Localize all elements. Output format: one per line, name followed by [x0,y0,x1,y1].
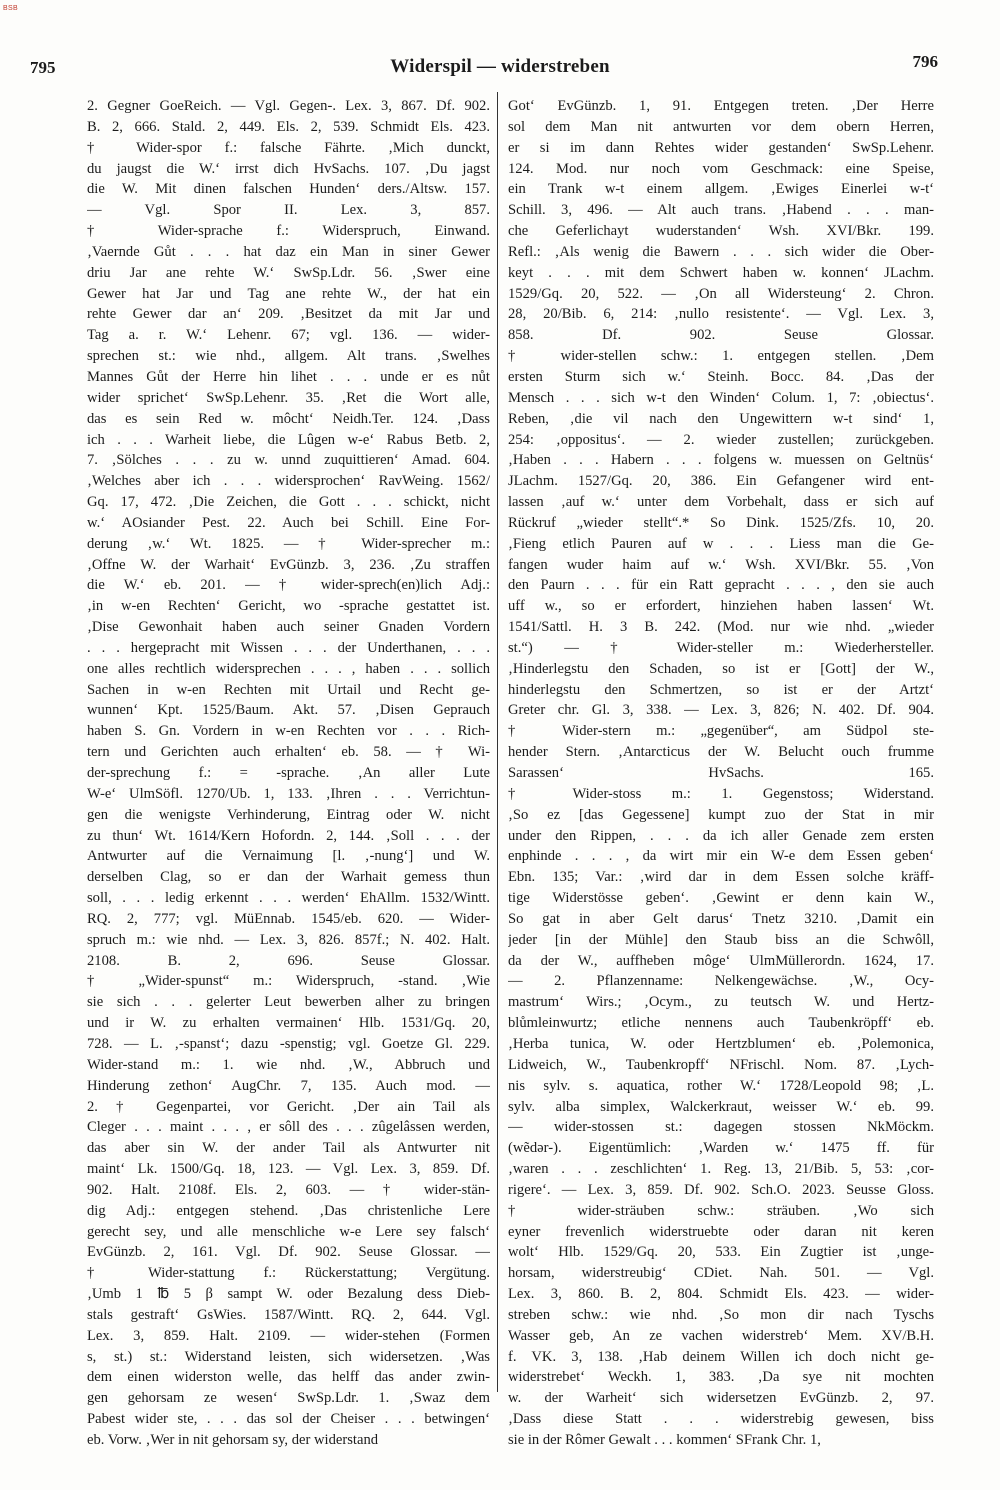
text-line: ‚So ez [das Gegessene] kumpt zuo der Stat in mir [508,806,934,823]
text-line: enphinde . . . , da wirt mir ein W-e dem Essen geben‘ [508,848,934,865]
text-line: — wider-stossen st.: dagegen stossen NkMöckm. [508,1119,934,1136]
text-line: ‚Umb 1 ℔ 5 β sampt W. oder Bezalung dess Dieb- [87,1286,490,1303]
text-line: EvGünzb. 2, 161. Vgl. Df. 902. Seuse Glossar. — [87,1244,490,1261]
text-line: gerecht sey, und alle menschliche w-e Lere sey falsch‘ [87,1223,490,1240]
text-line: dig Adj.: entgegen stehend. ‚Das christenliche Lere [87,1202,490,1219]
page-number-left: 795 [30,58,56,77]
text-line: Ebn. 135; Var.: ‚wird dar in dem Essen solche kräff- [508,869,934,886]
text-line: Lex. 3, 860. B. 2, 804. Schmidt Els. 423. — wider- [508,1286,934,1303]
text-line: Lex. 3, 859. Halt. 2109. — wider-stehen (Formen [87,1327,490,1344]
text-line: 2. † Gegenpartei, vor Gericht. ‚Der ain Tail als [87,1098,490,1115]
text-line: 124. Mod. nur noch vom Geschmack: eine Speise, [508,160,934,177]
text-line: under den Rippen, . . . da ich aller Genade zem ersten [508,827,934,844]
text-line: 254: ‚oppositus‘. — 2. wieder zustellen; zurückgeben. [508,431,934,448]
text-line: streben schw.: wie nhd. ‚So mon dir nach Tyschs [508,1306,934,1323]
text-line: uff w., so er erfordert, hinziehen haben lassen‘ Wt. [508,598,934,615]
text-line: derung ‚w.‘ Wt. 1825. — † Wider-sprecher m.: [87,535,490,552]
text-line: driu Jar ane rehte W.‘ SwSp.Ldr. 56. ‚Swer eine [87,264,490,281]
text-line: soll, . . . ledig erkennt . . . werden‘ EhAllm. 1532/Wintt. [87,890,490,907]
text-line: ‚Offne W. der Warhait‘ EvGünzb. 3, 236. ‚Zu straffen [87,556,490,573]
text-line: den Paurn . . . für ein Ratt gepracht . . . , den sie auch [508,577,934,594]
text-line: mastrum‘ Wirs.; ‚Ocym., zu teutsch W. und Hertz- [508,994,934,1011]
text-line: sie sich . . . gelerter Leut bewerben alher zu bringen [87,994,490,1011]
right-column [508,96,934,1451]
text-line: Greter chr. Gl. 3, 338. — Lex. 3, 826; N. 402. Df. 904. [508,702,934,719]
text-line: da der W., auffheben môge‘ UlmMüllerordn. 1624, 17. [508,952,934,969]
text-line: B. 2, 666. Stald. 2, 449. Els. 2, 539. Schmidt Els. 423. [87,118,490,135]
text-line: horsam, widerstreubig‘ CDiet. Nah. 501. — Vgl. [508,1265,934,1282]
text-line: Mannes Gůt der Herre hin lihet . . . unde er es nůt [87,368,490,385]
text-line: eyner frevenlich widerstruebte oder daran nit keren [508,1223,934,1240]
running-title: Widerspil — widerstreben [390,56,610,77]
text-line: Pabest wider ste, . . . das sol der Cheiser . . . betwingen‘ [87,1411,490,1428]
text-line: 1541/Sattl. H. 3 B. 242. (Mod. nur wie nhd. „wieder [508,619,934,636]
text-line: st.“) — † Wider-steller m.: Wiederhersteller. [508,639,934,656]
text-line: gen gehorsam ze wesen‘ SwSp.Ldr. 1. ‚Swaz dem [87,1390,490,1407]
text-line: fangen wuder haim auf w.‘ Wsh. XVI/Bkr. 55. ‚Von [508,556,934,573]
text-line: widerstrebet‘ Weckh. 1, 383. ‚Da sye nit mochten [508,1369,934,1386]
text-line: f. VK. 3, 138. ‚Hab deinem Willen ich doch nicht ge- [508,1348,934,1365]
text-line: 28, 20/Bib. 6, 214: ‚nullo resistente‘. — Vgl. Lex. 3, [508,306,934,323]
text-line: ‚Vaernde Gůt . . . hat daz ein Man in siner Gewer [87,243,490,260]
text-line: wunnen‘ Kpt. 1525/Baum. Akt. 57. ‚Disen Geprauch [87,702,490,719]
text-line: ‚Hinderlegstu den Schaden, so ist er [Gott] der W., [508,660,934,677]
text-line: rehte Gewer dar an‘ 209. ‚Besitzet da mit Jar und [87,306,490,323]
page-number-right: 796 [912,52,938,71]
text-line: . . . hergepracht mit Wissen . . . der Underthanen, . . . [87,639,490,656]
text-line: die W. Mit dinen falschen Hunden‘ ders./Altsw. 157. [87,181,490,198]
text-line: sie in der Rômer Gewalt . . . kommen‘ SFrank Chr. 1, [508,1432,821,1448]
text-line: Reben, ‚die vil nach den Ungewittern w-t sind‘ 1, [508,410,934,427]
text-line: 902. Halt. 2108f. Els. 2, 603. — † wider-stän- [87,1181,490,1198]
text-line: lassen ‚auf w.‘ unter dem Vorbehalt, dass er sich auf [508,494,934,511]
text-line: ‚Dass diese Statt . . . widerstrebig gewesen, biss [508,1411,934,1428]
text-line: du jaugst die W.‘ irrst dich HvSachs. 107. ‚Du jagst [87,160,490,177]
text-line: 1529/Gq. 20, 522. — ‚On all Widersteung‘ 2. Chron. [508,285,934,302]
text-line: wolt‘ Hlb. 1529/Gq. 20, 533. Ein Zugtier ist ‚unge- [508,1244,934,1261]
text-line: ‚waren . . . zeschlichten‘ 1. Reg. 13, 21/Bib. 5, 53: ‚cor- [508,1161,934,1178]
text-line: † wider-stellen schw.: 1. entgegen stellen. ‚Dem [508,348,934,365]
text-line: Cleger . . . maint . . . , er sôll des . . . zûgelâssen werden, [87,1119,490,1136]
text-line: w.‘ AOsiander Pest. 22. Auch bei Schill. Eine For- [87,514,490,531]
text-line: w. der Warheit‘ sich widersetzen EvGünzb. 2, 97. [508,1390,934,1407]
text-line: blůmleinwurtz; etliche nennens auch Taubenkröpff‘ eb. [508,1015,934,1032]
text-line: wider sprichet‘ SwSp.Lehenr. 35. ‚Ret die Wort alle, [87,389,490,406]
text-line: † Wider-stern m.: „gegenüber“, am Südpol ste- [508,723,934,740]
text-line: sylv. alba simplex, Walckerkraut, weisser W.‘ eb. 99. [508,1098,934,1115]
text-line: ‚Fieng etlich Pauren auf w . . . Liess man die Ge- [508,535,934,552]
text-line: hender Stern. ‚Antarcticus der W. Belucht ouch frumme [508,744,934,761]
text-line: dem einen widerston welle, das helff das ander zwin- [87,1369,490,1386]
text-line: Refl.: ‚Als wenig die Bawern . . . sich wider die Ober- [508,243,934,260]
text-line: das es sein Red w. môcht‘ Neidh.Ter. 124. ‚Dass [87,410,490,427]
text-line: die W.‘ eb. 201. — † wider-sprech(en)lich Adj.: [87,577,490,594]
text-line: 2108. B. 2, 696. Seuse Glossar. [87,952,490,969]
text-line: sprechen st.: wie nhd., allgem. Alt trans. ‚Swelhes [87,348,490,365]
text-line: Sachen in w-en Rechten mit Urtail und Recht ge- [87,681,490,698]
text-line: 2. Gegner GoeReich. — Vgl. Gegen-. Lex. 3, 867. Df. 902. [87,98,490,114]
text-line: che Geferlichayt wuderstanden‘ Wsh. XVI/Bkr. 199. [508,223,934,240]
text-line: tern und Gerichten auch erhalten‘ eb. 58. — † Wi- [87,744,490,761]
text-line: Antwurter auf die Vernaimung [l. ‚-nung‘] und W. [87,848,490,865]
text-line: der-sprechung f.: = -sprache. ‚An aller Lute [87,765,490,781]
text-line: derselben Clag, so er dan der Warhait gemess thun [87,869,490,886]
text-line: — 2. Pflanzenname: Nelkengewächse. ‚W., Ocy- [508,973,934,990]
library-mark: BSB [3,5,18,12]
text-line: maint‘ Lk. 1500/Gq. 18, 123. — Vgl. Lex. 3, 859. Df. [87,1161,490,1178]
text-line: Mensch . . . sich w-t den Winden‘ Colum. 1, 7: ‚obiectus‘. [508,389,934,406]
text-line: ich . . . Warheit liebe, die Lûgen w-e‘ Rabus Betb. 2, [87,431,490,448]
text-line: gen die wenigste Verhinderung, Eintrag oder W. nicht [87,806,490,823]
text-line: Wider-stand m.: 1. wie nhd. ‚W., Abbruch und [87,1056,490,1073]
text-line: † Wider-sprache f.: Widerspruch, Einwand. [87,223,490,240]
text-line: Gewer hat Jar und Tag ane rehte W., der hat ein [87,285,490,302]
text-line: ‚Haben . . . Habern . . . folgens w. muessen on Geltnüs‘ [508,452,934,469]
text-line: eb. Vorw. ‚Wer in nit gehorsam sy, der widerstand [87,1432,379,1448]
text-line: sol dem Man nit antwurten vor dem obern Herren, [508,118,934,135]
text-line: rigere‘. — Lex. 3, 859. Df. 902. Sch.O. 2023. Seusse Gloss. [508,1181,934,1198]
column-divider [497,92,498,1392]
text-line: Tag a. r. W.‘ Lehenr. 67; vgl. 136. — wider- [87,327,490,344]
text-line: ein Trank w-t einem allgem. ‚Ewiges Einerlei w-t‘ [508,181,934,198]
text-line: 728. — L. ‚-spanst‘; dazu -spenstig; vgl. Goetze Gl. 229. [87,1035,490,1052]
text-line: jeder [in der Mühle] den Staub biss an die Schwôll, [508,931,934,948]
text-line: keyt . . . mit dem Schwert haben w. konnen‘ JLachm. [508,264,934,281]
text-line: Gq. 17, 472. ‚Die Zeichen, die Gott . . . schickt, nicht [87,494,490,511]
text-line: W-e‘ UlmSöfl. 1270/Ub. 1, 133. ‚Ihren . . . Verrichtun- [87,785,490,802]
text-line: (wẽdər-). Eigentümlich: ‚Warden w.‘ 1475 ff. für [508,1140,934,1157]
text-line: Wasser geb, An ze vachen widerstreb‘ Mem. XV/B.H. [508,1327,934,1344]
text-line: † „Wider-spunst“ m.: Widerspruch, -stand. ‚Wie [87,973,490,990]
text-line: s, st.) st.: Widerstand leisten, sich widersetzen. ‚Was [87,1348,490,1365]
text-line: stals gestraft‘ GsWies. 1587/Wintt. RQ. 2, 644. Vgl. [87,1306,490,1323]
text-line: tige Widerstösse geben‘. ‚Gewint er denn kain W., [508,890,934,907]
text-line: er si im dann Rehtes wider gestanden‘ SwSp.Lehenr. [508,139,934,156]
text-line: ersten Sturm sich w.‘ Steinh. Bocc. 84. ‚Das der [508,368,934,385]
text-line: ‚Welches aber ich . . . widersprochen‘ RavWeing. 1562/ [87,473,490,490]
text-line: † Wider-stattung f.: Rückerstattung; Vergütung. [87,1265,490,1282]
text-line: So gat in aber Gelt darus‘ Tnetz 3210. ‚Damit ein [508,910,934,927]
text-line: Rückruf „wieder stellt“.* So Dink. 1525/Zfs. 10, 20. [508,514,934,531]
text-line: haben S. Gn. Vordern in w-en Rechten vor . . . Rich- [87,723,490,740]
text-line: JLachm. 1527/Gq. 20, 386. Ein Gefangener wird ent- [508,473,934,490]
text-line: ‚Dise Gewonhait haben auch seiner Gnaden Vordern [87,619,490,636]
text-line: zu thun‘ Wt. 1614/Kern Hofordn. 2, 144. ‚Soll . . . der [87,827,490,844]
left-column [87,96,490,1451]
text-line: 7. ‚Sölches . . . zu w. unnd zuquittieren‘ Amad. 604. [87,452,490,469]
text-line: spruch m.: wie nhd. — Lex. 3, 826. 857f.; N. 402. Halt. [87,931,490,948]
text-line: Schill. 3, 496. — Alt auch trans. ‚Habend . . . man- [508,202,934,219]
text-line: nis sylv. s. aquatica, rother W.‘ 1728/Leopold 98; ‚L. [508,1077,934,1094]
text-line: 858. Df. 902. Seuse Glossar. [508,327,934,344]
text-line: das aber sin W. der ander Tail als Antwurter nit [87,1140,490,1157]
text-line: — Vgl. Spor II. Lex. 3, 857. [87,202,490,219]
text-line: und ir W. zu erhalten vermainen‘ Hlb. 1531/Gq. 20, [87,1015,490,1032]
text-line: hinderlegstu den Schmertzen, so ist er der Artzt‘ [508,681,934,698]
text-line: one alles rechtlich widersprechen . . . , haben . . . sollich [87,660,490,677]
text-line: ‚Herba tunica, W. oder Hertzblumen‘ eb. ‚Polemonica, [508,1035,934,1052]
text-line: RQ. 2, 777; vgl. MüEnnab. 1545/eb. 620. — Wider- [87,910,490,927]
text-line: Sarassen‘ HvSachs. 165. [508,765,934,781]
text-line: † Wider-spor f.: falsche Fährte. ‚Mich dunckt, [87,139,490,156]
text-line: Hinderung zethon‘ AugChr. 7, 135. Auch mod. — [87,1077,490,1094]
text-line: † Wider-stoss m.: 1. Gegenstoss; Widerstand. [508,785,934,802]
text-line: † wider-sträuben schw.: sträuben. ‚Wo sich [508,1202,934,1219]
text-line: ‚in w-en Rechten‘ Gericht, wo -sprache gestattet ist. [87,598,490,615]
text-line: Lidweich, W., Taubenkropff‘ NFrischl. Nom. 87. ‚Lych- [508,1056,934,1073]
text-line: Got‘ EvGünzb. 1, 91. Entgegen treten. ‚Der Herre [508,98,934,114]
